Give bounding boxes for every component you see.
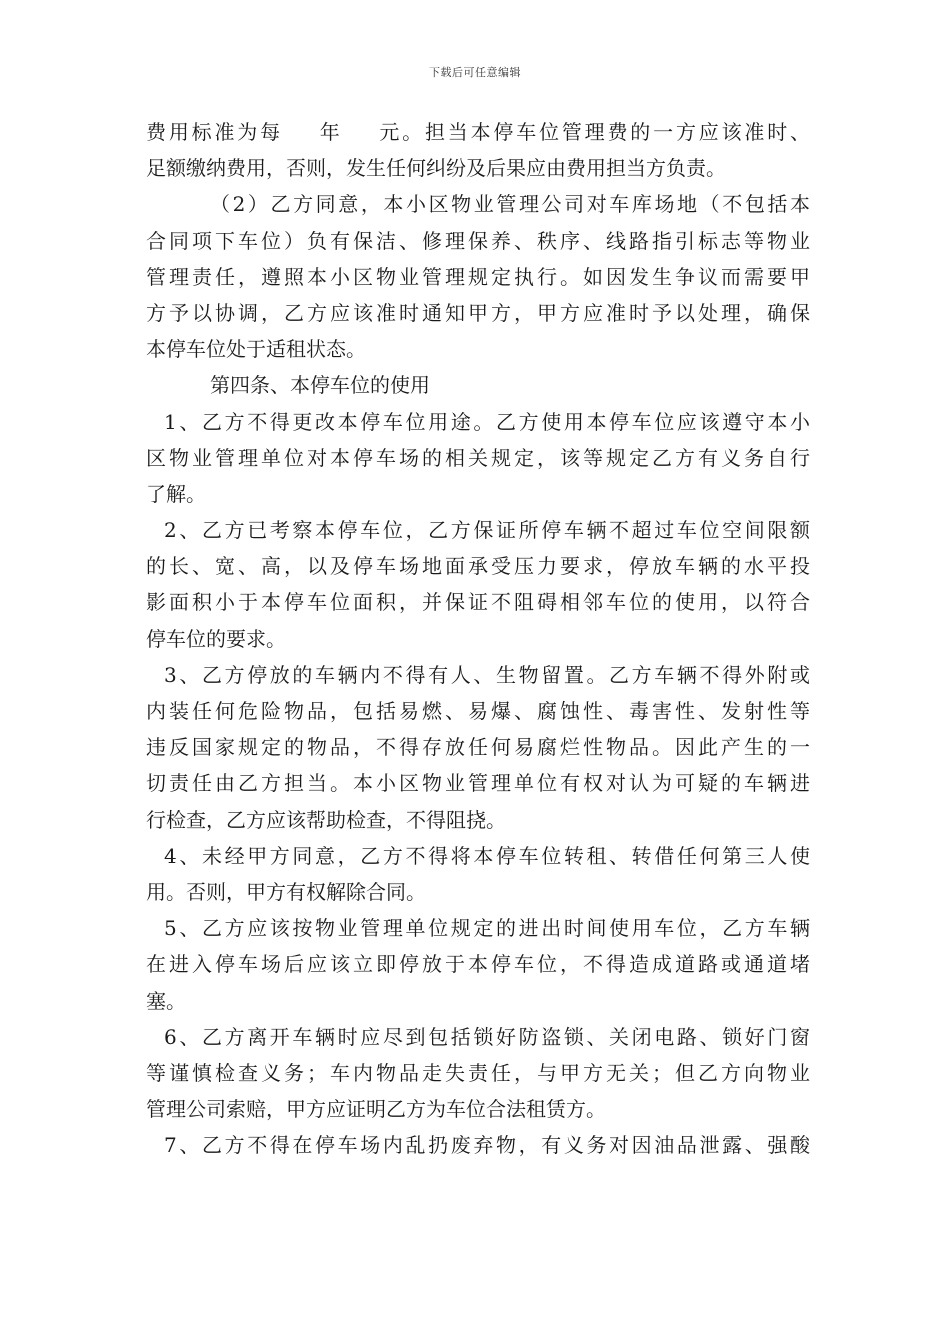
text-line: 在进入停车场后应该立即停放于本停车位，不得造成道路或通道堵 <box>146 952 810 977</box>
text-line <box>146 114 810 150</box>
text-line: 区物业管理单位对本停车场的相关规定，该等规定乙方有义务自行 <box>146 445 810 470</box>
text-line: 7、乙方不得在停车场内乱扔废弃物，有义务对因油品泄露、强酸 <box>164 1133 810 1158</box>
text-line: 违反国家规定的物品，不得存放任何易腐烂性物品。因此产生的一 <box>146 735 810 760</box>
text-segment: 元。担当本停车位管理费的一方应该准时、 <box>376 120 810 144</box>
text-line: 合同项下车位）负有保洁、修理保养、秩序、线路指引标志等物业 <box>146 228 810 253</box>
text-line: 行检查，乙方应该帮助检查，不得阻挠。 <box>146 807 506 832</box>
text-line: 塞。 <box>146 988 186 1013</box>
text-segment: 费用标准为每 <box>146 120 283 144</box>
text-line: 3、乙方停放的车辆内不得有人、生物留置。乙方车辆不得外附或 <box>164 662 810 687</box>
text-line: 6、乙方离开车辆时应尽到包括锁好防盗锁、关闭电路、锁好门窗 <box>164 1024 810 1049</box>
text-line: （2）乙方同意，本小区物业管理公司对车库场地（不包括本 <box>210 192 810 217</box>
text-line: 停车位的要求。 <box>146 626 286 651</box>
text-line: 影面积小于本停车位面积，并保证不阻碍相邻车位的使用，以符合 <box>146 590 810 615</box>
text-line: 管理责任，遵照本小区物业管理规定执行。如因发生争议而需要甲 <box>146 264 810 289</box>
text-line: 本停车位处于适租状态。 <box>146 337 366 362</box>
text-line: 足额缴纳费用，否则，发生任何纠纷及后果应由费用担当方负责。 <box>146 156 726 181</box>
text-line: 4、未经甲方同意，乙方不得将本停车位转租、转借任何第三人使 <box>164 843 810 868</box>
text-line: 2、乙方已考察本停车位，乙方保证所停车辆不超过车位空间限额 <box>164 518 810 543</box>
text-line: 管理公司索赔，甲方应证明乙方为车位合法租赁方。 <box>146 1097 606 1122</box>
text-line: 等谨慎检查义务；车内物品走失责任，与甲方无关；但乙方向物业 <box>146 1060 810 1085</box>
text-line: 的长、宽、高，以及停车场地面承受压力要求，停放车辆的水平投 <box>146 554 810 579</box>
text-line: 内装任何危险物品，包括易燃、易爆、腐蚀性、毒害性、发射性等 <box>146 699 810 723</box>
text-line: 方予以协调，乙方应该准时通知甲方，甲方应准时予以处理，确保 <box>146 300 810 325</box>
text-line: 第四条、本停车位的使用 <box>210 373 430 398</box>
page-header-note: 下载后可任意编辑 <box>429 66 521 79</box>
text-line: 5、乙方应该按物业管理单位规定的进出时间使用车位，乙方车辆 <box>164 916 810 941</box>
text-line: 1、乙方不得更改本停车位用途。乙方使用本停车位应该遵守本小 <box>164 409 810 434</box>
document-body <box>146 114 810 1163</box>
text-line: 了解。 <box>146 481 206 506</box>
text-segment: 年 <box>316 120 343 144</box>
text-line: 切责任由乙方担当。本小区物业管理单位有权对认为可疑的车辆进 <box>146 771 810 796</box>
text-line: 用。否则，甲方有权解除合同。 <box>146 879 426 904</box>
